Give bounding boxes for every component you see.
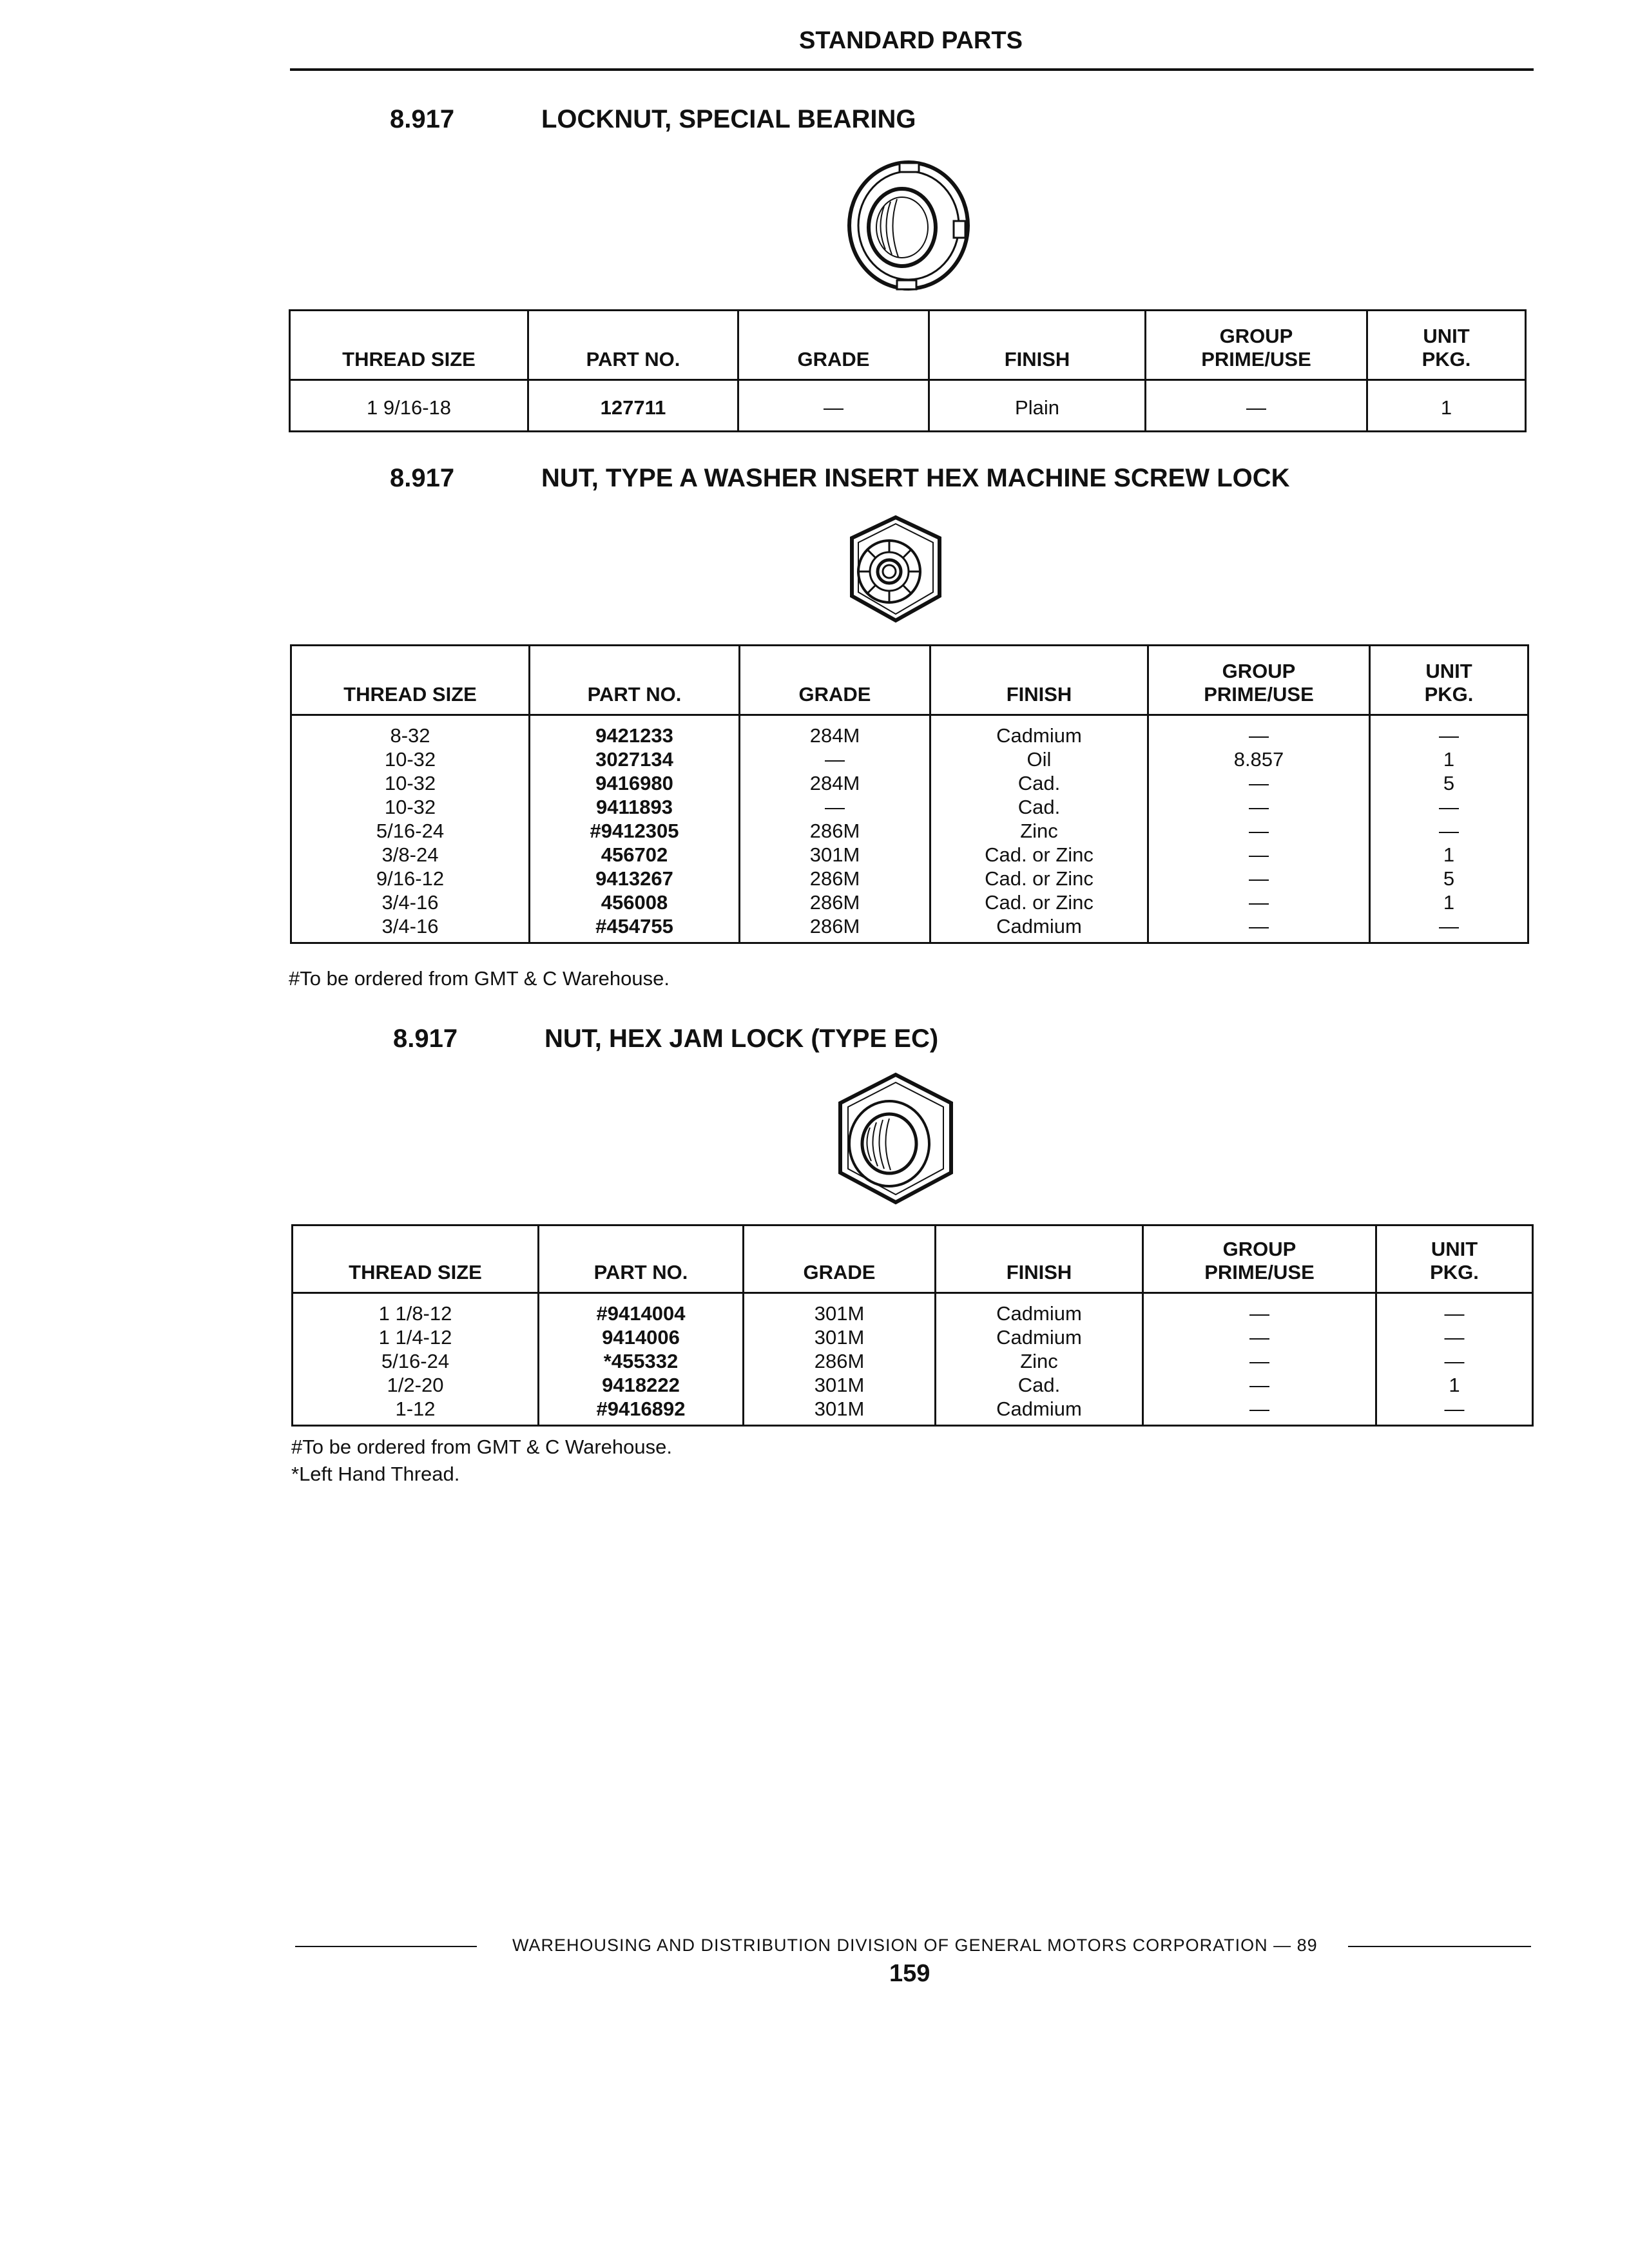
table-row: 10-32 3027134 — Oil 8.857 1 (291, 747, 1528, 771)
col-group: GROUP PRIME/USE (1146, 311, 1367, 380)
locknut-icon (838, 158, 979, 300)
table-row: 3/4-16 456008 286M Cad. or Zinc — 1 (291, 890, 1528, 914)
table-row: 1 1/4-12 9414006 301M Cadmium — — (293, 1325, 1533, 1349)
col-thread-size: THREAD SIZE (293, 1225, 539, 1293)
hex-jam-nut-icon (825, 1070, 967, 1208)
header-rule (290, 68, 1534, 71)
col-part-no: PART NO. (530, 646, 740, 715)
table-row: 1/2-20 9418222 301M Cad. — 1 (293, 1373, 1533, 1397)
col-part-no: PART NO. (539, 1225, 744, 1293)
table-row: 5/16-24 *455332 286M Zinc — — (293, 1349, 1533, 1373)
table-row: 10-32 9411893 — Cad. — — (291, 795, 1528, 819)
table-row: 9/16-12 9413267 286M Cad. or Zinc — 5 (291, 867, 1528, 890)
footer-rule-right (1348, 1946, 1531, 1947)
table-row: 8-32 9421233 284M Cadmium — — (291, 715, 1528, 748)
section-heading: LOCKNUT, SPECIAL BEARING (541, 105, 916, 133)
col-grade: GRADE (740, 646, 930, 715)
table-row: 5/16-24 #9412305 286M Zinc — — (291, 819, 1528, 843)
col-grade: GRADE (738, 311, 929, 380)
footer-text: WAREHOUSING AND DISTRIBUTION DIVISION OF GENERAL MOTORS CORPORATION — 89 (512, 1936, 1318, 1955)
parts-table-locknut (289, 309, 1527, 432)
col-unit-pkg: UNIT PKG. (1376, 1225, 1533, 1293)
col-group: GROUP PRIME/USE (1148, 646, 1370, 715)
section-heading: NUT, TYPE A WASHER INSERT HEX MACHINE SCREW LOCK (541, 464, 1290, 492)
col-part-no: PART NO. (528, 311, 738, 380)
table-row: 1-12 #9416892 301M Cadmium — — (293, 1397, 1533, 1426)
page-header: STANDARD PARTS (799, 27, 1023, 54)
parts-table-hex-jam-nut (291, 1224, 1534, 1427)
col-unit-pkg: UNIT PKG. (1367, 311, 1526, 380)
section-number: 8.917 (390, 105, 455, 133)
footnote: *Left Hand Thread. (291, 1463, 460, 1485)
col-grade: GRADE (744, 1225, 936, 1293)
col-finish: FINISH (936, 1225, 1143, 1293)
parts-table-washer-insert-nut (290, 644, 1529, 944)
footer-rule-left (295, 1946, 477, 1947)
section-number: 8.917 (390, 464, 455, 492)
footnote: #To be ordered from GMT & C Warehouse. (289, 967, 670, 990)
table-row: 1 1/8-12 #9414004 301M Cadmium — — (293, 1293, 1533, 1326)
col-group: GROUP PRIME/USE (1143, 1225, 1376, 1293)
col-finish: FINISH (930, 646, 1148, 715)
hex-nut-washer-insert-icon (838, 512, 954, 628)
footnote: #To be ordered from GMT & C Warehouse. (291, 1436, 672, 1458)
section-number: 8.917 (393, 1024, 458, 1053)
table-row: 10-32 9416980 284M Cad. — 5 (291, 771, 1528, 795)
col-unit-pkg: UNIT PKG. (1370, 646, 1528, 715)
page-number: 159 (889, 1960, 930, 1987)
col-finish: FINISH (929, 311, 1146, 380)
table-row: 1 9/16-18 127711 — Plain — 1 (290, 380, 1526, 432)
section-heading: NUT, HEX JAM LOCK (TYPE EC) (545, 1024, 939, 1053)
table-row: 3/4-16 #454755 286M Cadmium — — (291, 914, 1528, 943)
col-thread-size: THREAD SIZE (291, 646, 530, 715)
col-thread-size: THREAD SIZE (290, 311, 528, 380)
table-row: 3/8-24 456702 301M Cad. or Zinc — 1 (291, 843, 1528, 867)
